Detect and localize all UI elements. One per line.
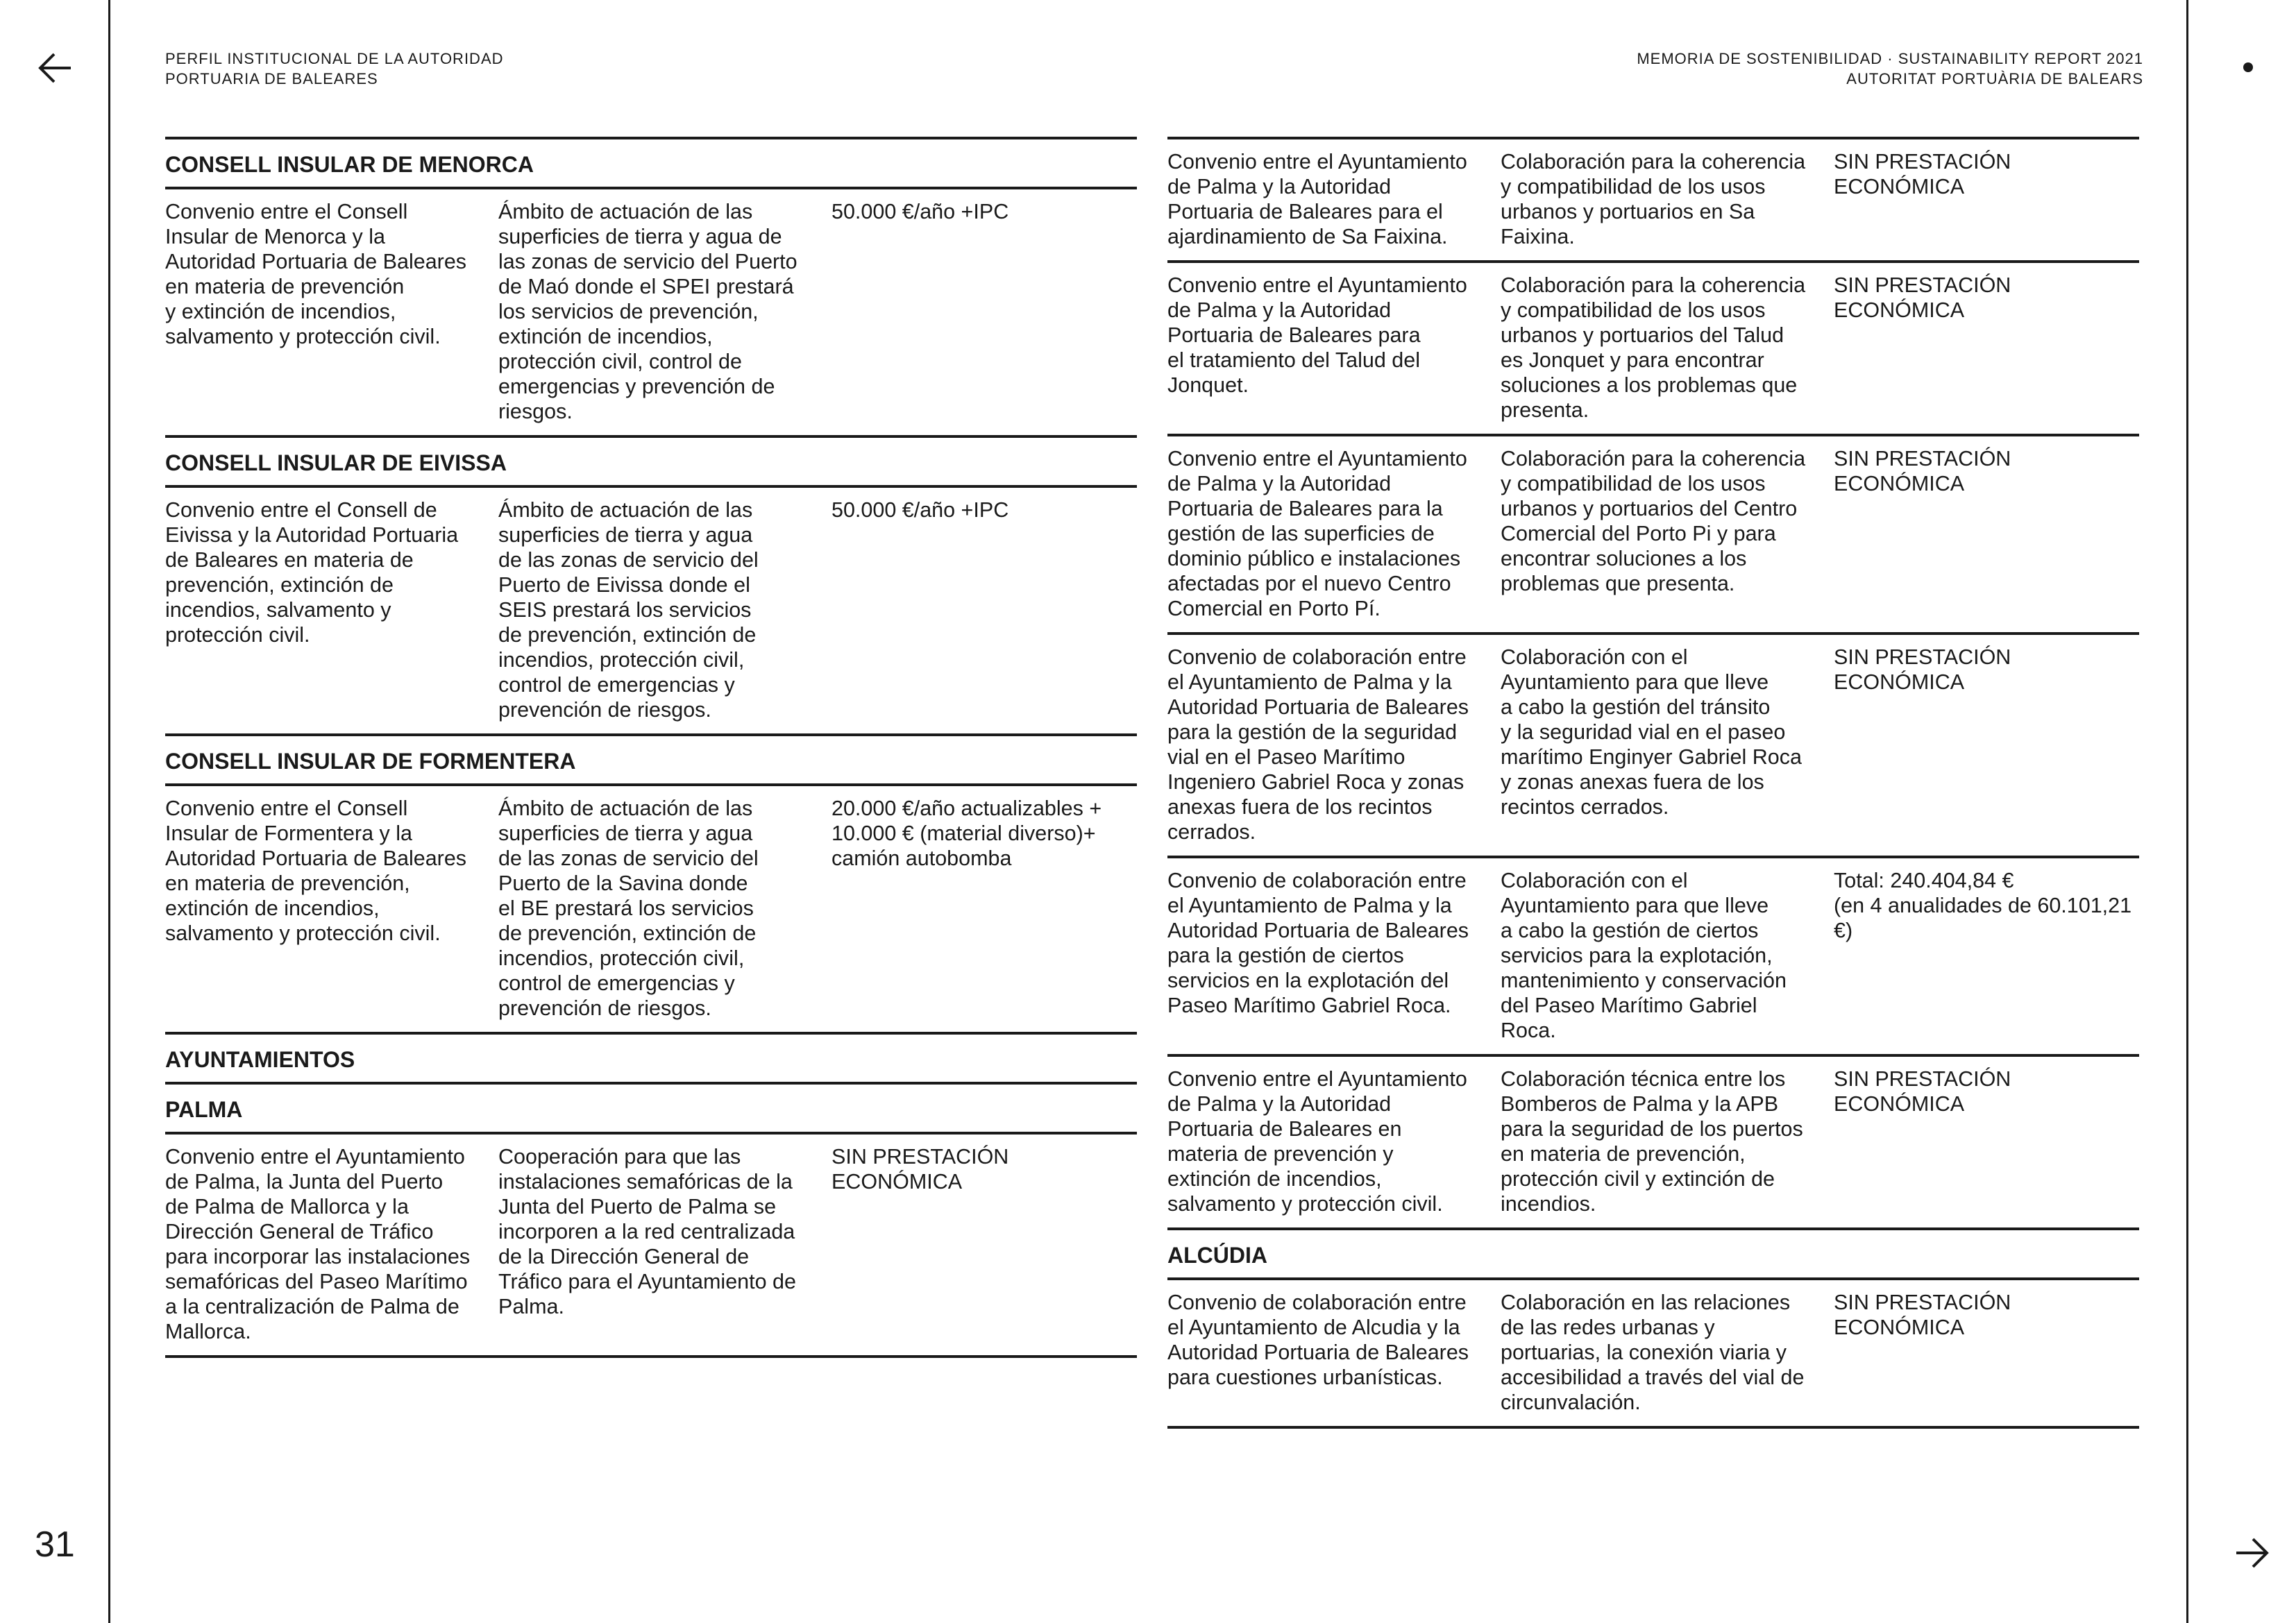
agreement-cell: Convenio entre el Ayuntamiento de Palma y la Autoridad Portuaria de Baleares para el tratamiento del Talud del Jonquet. bbox=[1167, 273, 1467, 397]
scope-cell: Ámbito de actuación de las superficies de tierra y agua de las zonas de servicio del Puerto de la Savina donde el BE prestará los servicios de prevención, extinción de incendios, protección civil, control de emergencias y prevención de riesgos. bbox=[498, 797, 759, 1020]
arrow-right-icon bbox=[2232, 1533, 2271, 1572]
scope-cell: Colaboración con el Ayuntamiento para que lleve a cabo la gestión de ciertos servicios para la explotación, mantenimiento y conservación del Paseo Marítimo Gabriel Roca. bbox=[1501, 869, 1787, 1042]
scope-cell: Colaboración en las relaciones de las redes urbanas y portuarias, la conexión viaria y accesibilidad a través del vial de circunvalación. bbox=[1501, 1291, 1805, 1414]
header-left-line2: PORTUARIA DE BALEARES bbox=[165, 70, 378, 87]
left-column bbox=[165, 137, 1137, 1358]
section-title-palma: PALMA bbox=[165, 1082, 1137, 1132]
table-row bbox=[1167, 856, 2139, 1054]
table-row bbox=[165, 1132, 1137, 1355]
agreement-cell: Convenio entre el Consell Insular de Formentera y la Autoridad Portuaria de Baleares en materia de prevención, extinción de incendios, salvamento y protección civil. bbox=[165, 797, 467, 945]
scope-cell: Ámbito de actuación de las superficies de tierra y agua de las zonas de servicio del Puerto de Maó donde el SPEI prestará los servicios de prevención, extinción de incendios, protección civil, control de emergencias y prevención de riesgos. bbox=[498, 200, 797, 423]
table-row bbox=[1167, 1277, 2139, 1426]
right-column bbox=[1167, 137, 2139, 1429]
header-left bbox=[165, 49, 504, 89]
scope-cell: Colaboración para la coherencia y compatibilidad de los usos urbanos y portuarios del Talud es Jonquet y para encontrar soluciones a los problemas que presenta. bbox=[1501, 273, 1806, 422]
table-row bbox=[1167, 1054, 2139, 1227]
page-number: 31 bbox=[35, 1524, 75, 1565]
agreement-cell: Convenio de colaboración entre el Ayuntamiento de Alcudia y la Autoridad Portuaria de Baleares para cuestiones urbanísticas. bbox=[1167, 1291, 1469, 1389]
dot-icon bbox=[2243, 62, 2253, 72]
amount-cell: SIN PRESTACIÓN ECONÓMICA bbox=[1834, 447, 2011, 495]
header-right bbox=[1637, 49, 2143, 89]
table-row bbox=[165, 187, 1137, 435]
right-margin-rule bbox=[2186, 0, 2188, 1623]
table-row bbox=[1167, 632, 2139, 856]
next-arrow-button[interactable] bbox=[2232, 1533, 2271, 1572]
section-title-eivissa: CONSELL INSULAR DE EIVISSA bbox=[165, 435, 1137, 485]
agreement-cell: Convenio de colaboración entre el Ayuntamiento de Palma y la Autoridad Portuaria de Baleares para la gestión de ciertos servicios en la explotación del Paseo Marítimo Gabriel Roca. bbox=[1167, 869, 1469, 1017]
left-margin-rule bbox=[108, 0, 110, 1623]
agreement-cell: Convenio entre el Consell de Eivissa y la Autoridad Portuaria de Baleares en materia de prevención, extinción de incendios, salvamento y protección civil. bbox=[165, 498, 459, 647]
header-right-line2: AUTORITAT PORTUÀRIA DE BALEARS bbox=[1846, 70, 2143, 87]
agreement-cell: Convenio entre el Ayuntamiento de Palma y la Autoridad Portuaria de Baleares para el ajardinamiento de Sa Faixina. bbox=[1167, 150, 1467, 248]
amount-cell: SIN PRESTACIÓN ECONÓMICA bbox=[1834, 150, 2011, 198]
amount-cell: 50.000 €/año +IPC bbox=[832, 200, 1009, 223]
amount-cell: SIN PRESTACIÓN ECONÓMICA bbox=[1834, 1291, 2011, 1339]
table-row bbox=[1167, 260, 2139, 434]
scope-cell: Colaboración técnica entre los Bomberos de Palma y la APB para la seguridad de los puertos en materia de prevención, protección civil y extinción de incendios. bbox=[1501, 1067, 1803, 1216]
header-left-line1: PERFIL INSTITUCIONAL DE LA AUTORIDAD bbox=[165, 50, 504, 67]
scope-cell: Colaboración con el Ayuntamiento para que lleve a cabo la gestión del tránsito y la seguridad vial en el paseo marítimo Enginyer Gabriel Roca y zonas anexas fuera de los recintos cerrados. bbox=[1501, 645, 1802, 819]
amount-cell: Total: 240.404,84 € (en 4 anualidades de 60.101,21 €) bbox=[1834, 869, 2132, 942]
section-title-alcudia: ALCÚDIA bbox=[1167, 1227, 2139, 1277]
table-end-rule bbox=[165, 1355, 1137, 1358]
scope-cell: Colaboración para la coherencia y compatibilidad de los usos urbanos y portuarios del Centro Comercial del Porto Pi y para encontrar soluciones a los problemas que presenta. bbox=[1501, 447, 1806, 595]
table-row bbox=[165, 485, 1137, 733]
section-title-formentera: CONSELL INSULAR DE FORMENTERA bbox=[165, 733, 1137, 783]
agreement-cell: Convenio entre el Ayuntamiento de Palma y la Autoridad Portuaria de Baleares para la gestión de las superficies de dominio público e instalaciones afectadas por el nuevo Centro Comercial en Porto Pí. bbox=[1167, 447, 1467, 620]
header-right-line1: MEMORIA DE SOSTENIBILIDAD · SUSTAINABILITY REPORT 2021 bbox=[1637, 50, 2143, 67]
amount-cell: 50.000 €/año +IPC bbox=[832, 498, 1009, 522]
table-row bbox=[1167, 137, 2139, 260]
amount-cell: 20.000 €/año actualizables + 10.000 € (material diverso)+ camión autobomba bbox=[832, 797, 1102, 870]
amount-cell: SIN PRESTACIÓN ECONÓMICA bbox=[1834, 645, 2011, 694]
table-row bbox=[165, 783, 1137, 1032]
back-arrow-button[interactable] bbox=[36, 49, 75, 87]
amount-cell: SIN PRESTACIÓN ECONÓMICA bbox=[832, 1145, 1009, 1193]
amount-cell: SIN PRESTACIÓN ECONÓMICA bbox=[1834, 273, 2011, 322]
table-end-rule bbox=[1167, 1426, 2139, 1429]
table-row bbox=[1167, 434, 2139, 632]
agreement-cell: Convenio entre el Consell Insular de Menorca y la Autoridad Portuaria de Baleares en materia de prevención y extinción de incendios, salvamento y protección civil. bbox=[165, 200, 467, 348]
agreement-cell: Convenio entre el Ayuntamiento de Palma, la Junta del Puerto de Palma de Mallorca y la Dirección General de Tráfico para incorporar las instalaciones semafóricas del Paseo Marítimo a la centralización de Palma de Mallorca. bbox=[165, 1145, 471, 1343]
scope-cell: Cooperación para que las instalaciones semafóricas de la Junta del Puerto de Palma se incorporen a la red centralizada de la Dirección General de Tráfico para el Ayuntamiento de Palma. bbox=[498, 1145, 796, 1318]
section-title-ayuntamientos: AYUNTAMIENTOS bbox=[165, 1032, 1137, 1082]
agreement-cell: Convenio entre el Ayuntamiento de Palma y la Autoridad Portuaria de Baleares en materia de prevención y extinción de incendios, salvamento y protección civil. bbox=[1167, 1067, 1467, 1216]
section-title-menorca: CONSELL INSULAR DE MENORCA bbox=[165, 137, 1137, 187]
scope-cell: Colaboración para la coherencia y compatibilidad de los usos urbanos y portuarios en Sa Faixina. bbox=[1501, 150, 1806, 248]
agreement-cell: Convenio de colaboración entre el Ayuntamiento de Palma y la Autoridad Portuaria de Baleares para la gestión de la seguridad vial en el Paseo Marítimo Ingeniero Gabriel Roca y zonas anexas fuera de los recintos cerrados. bbox=[1167, 645, 1469, 844]
amount-cell: SIN PRESTACIÓN ECONÓMICA bbox=[1834, 1067, 2011, 1116]
scope-cell: Ámbito de actuación de las superficies de tierra y agua de las zonas de servicio del Puerto de Eivissa donde el SEIS prestará los servicios de prevención, extinción de incendios, protección civil, control de emergencias y prevención de riesgos. bbox=[498, 498, 759, 722]
arrow-left-icon bbox=[36, 49, 75, 87]
